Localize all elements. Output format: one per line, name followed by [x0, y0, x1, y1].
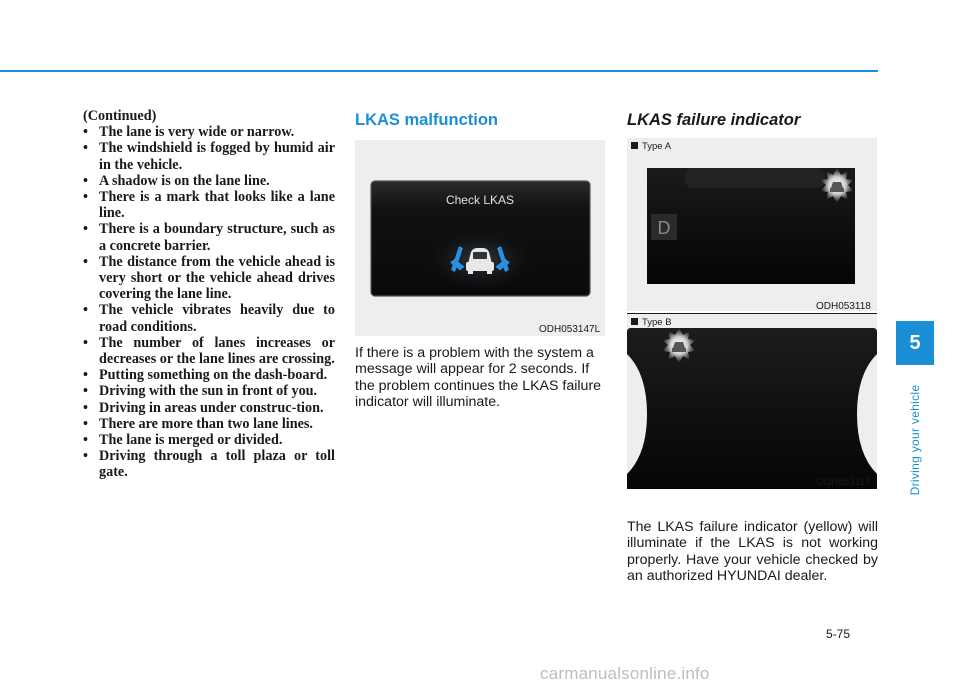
type-a-caption: ODH053118	[816, 301, 871, 312]
cluster-screen	[627, 328, 877, 489]
type-b-caption: ODH053117	[816, 477, 871, 488]
section-heading-lkas-failure-indicator: LKAS failure indicator	[627, 111, 801, 129]
type-a-label: Type A	[631, 141, 671, 152]
list-item: • There are more than two lane lines.	[83, 416, 335, 432]
list-item: • The windshield is fogged by humid air in the vehicle.	[83, 140, 335, 172]
chapter-title: Driving your vehicle	[908, 384, 922, 496]
cluster-display-illustration	[355, 140, 605, 336]
list-item: • The lane is very wide or narrow.	[83, 124, 335, 140]
square-bullet-icon	[631, 318, 638, 325]
chapter-tab: 5	[896, 321, 934, 365]
figure-type-a	[627, 138, 877, 311]
page-number: 5-75	[826, 627, 851, 641]
list-item: • The lane is merged or divided.	[83, 432, 335, 448]
left-column	[83, 108, 335, 481]
list-item: • There is a mark that looks like a lane line.	[83, 189, 335, 221]
figure-check-lkas	[355, 140, 605, 336]
failure-indicator-paragraph: The LKAS failure indicator (yellow) will illuminate if the LKAS is not working properly. Have your vehicle checked by an authorized HYUNDAI dealer.	[627, 519, 878, 585]
list-item: • The number of lanes increases or decreases or the lane lines are crossing.	[83, 335, 335, 367]
type-b-label: Type B	[631, 317, 672, 328]
section-heading-lkas-malfunction: LKAS malfunction	[355, 111, 498, 129]
gear-indicator: D	[657, 218, 671, 238]
list-item: • Driving through a toll plaza or toll gate.	[83, 448, 335, 480]
list-item: • Driving with the sun in front of you.	[83, 383, 335, 399]
list-item: • The distance from the vehicle ahead is very short or the vehicle ahead drives covering the lane line.	[83, 254, 335, 303]
continued-label: (Continued)	[83, 108, 157, 124]
list-item: • Driving in areas under construc-tion.	[83, 400, 335, 416]
figure-type-b	[627, 314, 877, 489]
list-item: • The vehicle vibrates heavily due to road conditions.	[83, 302, 335, 334]
watermark: carmanualsonline.info	[540, 664, 710, 683]
header-rule	[0, 70, 878, 72]
check-lkas-message: Check LKAS	[445, 193, 515, 207]
figure-caption: ODH053147L	[539, 324, 601, 335]
list-item: • There is a boundary structure, such as a concrete barrier.	[83, 221, 335, 253]
malfunction-paragraph: If there is a problem with the system a message will appear for 2 seconds. If the problem continues the LKAS failure indicator will illuminate.	[355, 345, 602, 411]
list-item: • A shadow is on the lane line.	[83, 173, 335, 189]
condition-list	[83, 124, 335, 480]
square-bullet-icon	[631, 142, 638, 149]
list-item: • Putting something on the dash-board.	[83, 367, 335, 383]
